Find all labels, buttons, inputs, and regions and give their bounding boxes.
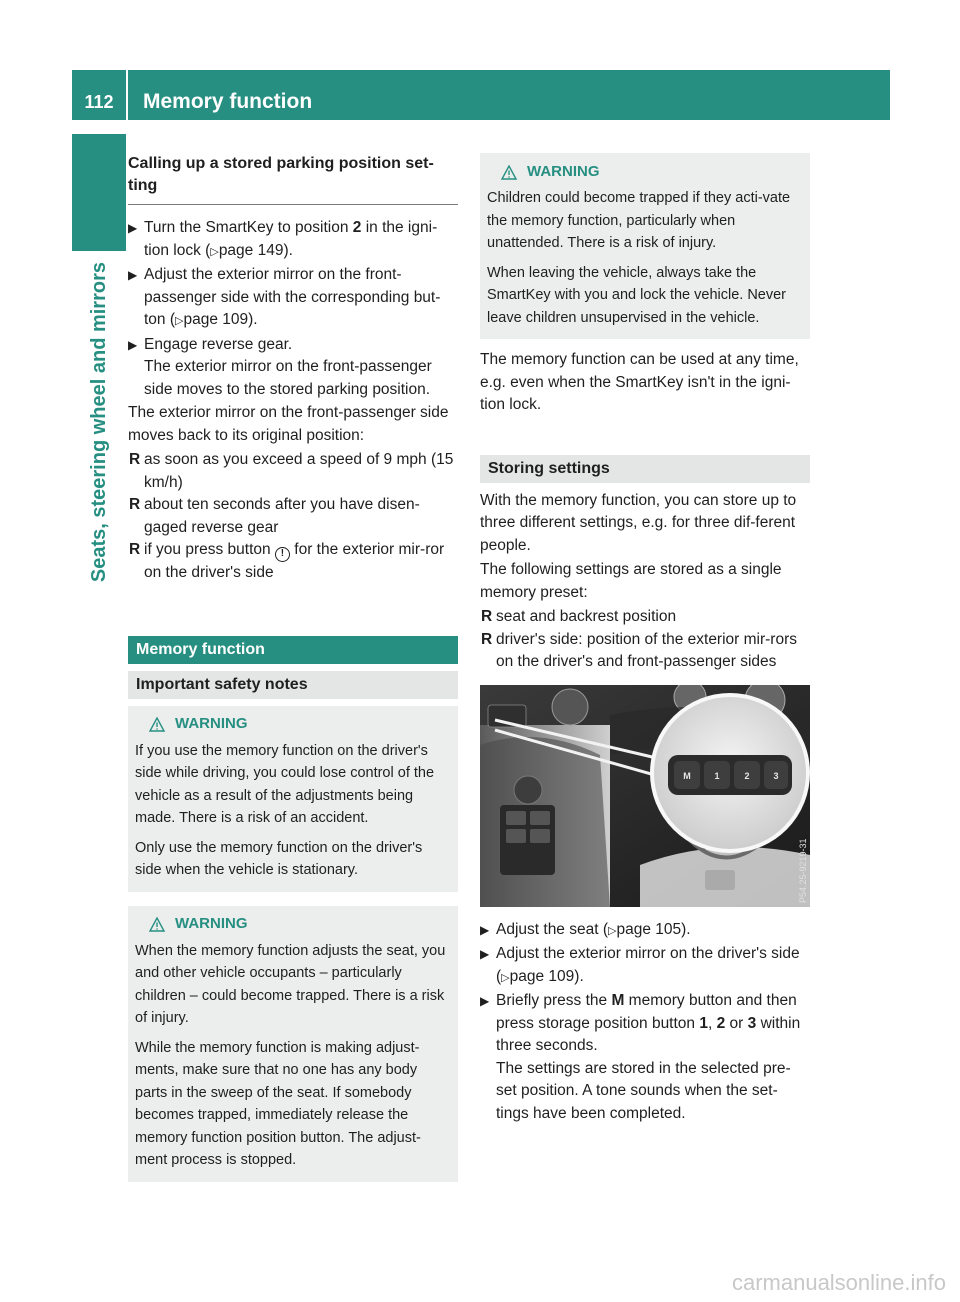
warning-triangle-icon [501,165,517,180]
list-item: R driver's side: position of the exterior mir-rors on the driver's and front-passenger sides [481,630,798,670]
section-heading-memory-function: Memory function [128,636,458,664]
subsection-heading-safety-notes: Important safety notes [128,671,458,699]
page-title: Memory function [143,90,313,113]
bullet-r-icon: R [481,608,493,625]
paragraph: With the memory function, you can store up to three different settings, e.g. for three dif-ferent people. [480,491,797,554]
warning-text: Only use the memory function on the driver's side when the vehicle is stationary. [135,839,423,878]
bullet-r-icon: R [129,451,141,468]
left-column [128,153,458,1182]
warning-triangle-icon [149,917,165,932]
chapter-label-container [72,262,126,762]
paragraph: The following settings are stored as a single memory preset: [480,561,782,601]
photo-button-m: M [683,770,691,781]
arrow-right-icon: ▶ [128,221,138,235]
warning-label: WARNING [175,915,248,933]
subheading-parking-position: Calling up a stored parking position set-ting [128,153,458,205]
header-divider [126,70,128,120]
page-link[interactable]: page 105). [616,920,691,938]
chapter-tab [72,134,126,251]
list-item: R seat and backrest position [480,606,810,629]
photo-button-1: 1 [714,770,720,781]
page-link[interactable]: page 109). [509,967,584,985]
page-ref-triangle-icon: ▷ [501,971,510,984]
warning-text: When leaving the vehicle, always take the SmartKey with you and lock the vehicle. Never leave children unsupervised in the vehicle. [487,264,786,326]
warning-text: Children could become trapped if they acti-vate the memory function, particularly when unattended. There is a risk of injury. [487,190,791,251]
warning-box [128,706,458,892]
page-number: 112 [84,92,114,112]
warning-text: When the memory function adjusts the seat, you and other vehicle occupants – particularly children – could become trapped. There is a risk of injury. [135,942,446,1026]
page-ref-triangle-icon: ▷ [608,924,617,937]
step-3: ▶ Engage reverse gear. The exterior mirror on the front-passenger side moves to the stored parking position. [128,335,432,398]
step-1: ▶ Adjust the seat (▷page 105). [480,919,810,943]
warning-box [128,906,458,1182]
step-2: ▶ Adjust the exterior mirror on the front-passenger side with the corresponding but-ton (▷page 109). [128,266,441,328]
step-3: ▶ Briefly press the M memory button and then press storage position button 1, 2 or 3 within three seconds. The settings are stored in the selected pre-set position. A tone sounds when the set-tings have been completed. [480,992,801,1122]
warning-triangle-icon [149,717,165,732]
arrow-right-icon: ▶ [128,268,138,282]
page-link[interactable]: page 109). [183,311,258,328]
bullet-r-icon: R [481,630,493,648]
warning-box [480,153,810,339]
page-ref-triangle-icon: ▷ [175,315,184,327]
arrow-right-icon: ▶ [480,922,490,937]
photo-button-3: 3 [773,770,779,781]
photo-code: P54.25-9219-31 [798,837,808,903]
arrow-right-icon: ▶ [480,947,490,961]
warning-text: If you use the memory function on the driver's side while driving, you could lose control of the vehicle as a result of the adjustments being made. There is a risk of an accident. [135,742,435,826]
right-column [480,153,810,1126]
list-item: R about ten seconds after you have disen-gaged reverse gear [129,496,420,536]
page-ref-triangle-icon: ▷ [210,245,219,258]
photo-button-2: 2 [744,770,750,781]
page-link[interactable]: page 149). [218,241,293,259]
watermark: carmanualsonline.info [731,1270,946,1295]
bullet-r-icon: R [129,496,141,513]
section-heading-storing-settings: Storing settings [480,455,810,483]
step-2: ▶ Adjust the exterior mirror on the driver's side (▷page 109). [480,945,800,985]
paragraph: The exterior mirror on the front-passenger side moves back to its original position: [128,404,449,444]
arrow-right-icon: ▶ [128,337,138,352]
warning-label: WARNING [175,715,248,733]
door-memory-buttons-photo [480,685,810,907]
warning-label: WARNING [527,162,600,180]
callout-1-icon: ! [275,547,290,562]
arrow-right-icon: ▶ [480,994,490,1008]
list-item: R if you press button ! for the exterior mir-ror on the driver's side [129,541,445,581]
list-item: R as soon as you exceed a speed of 9 mph (15 km/h) [129,451,454,491]
step-1: ▶ Turn the SmartKey to position 2 in the igni-tion lock (▷page 149). [128,219,438,259]
bullet-r-icon: R [129,541,141,558]
warning-text: While the memory function is making adjust-ments, make sure that no one has any body parts in the sweep of the seat. If somebody becomes trapped, immediately release the memory function position button. The adjust-ment process is stopped. [135,1039,421,1168]
paragraph: The memory function can be used at any time, e.g. even when the SmartKey isn't in the igni-tion lock. [480,351,799,413]
chapter-label: Seats, steering wheel and mirrors [88,262,110,583]
